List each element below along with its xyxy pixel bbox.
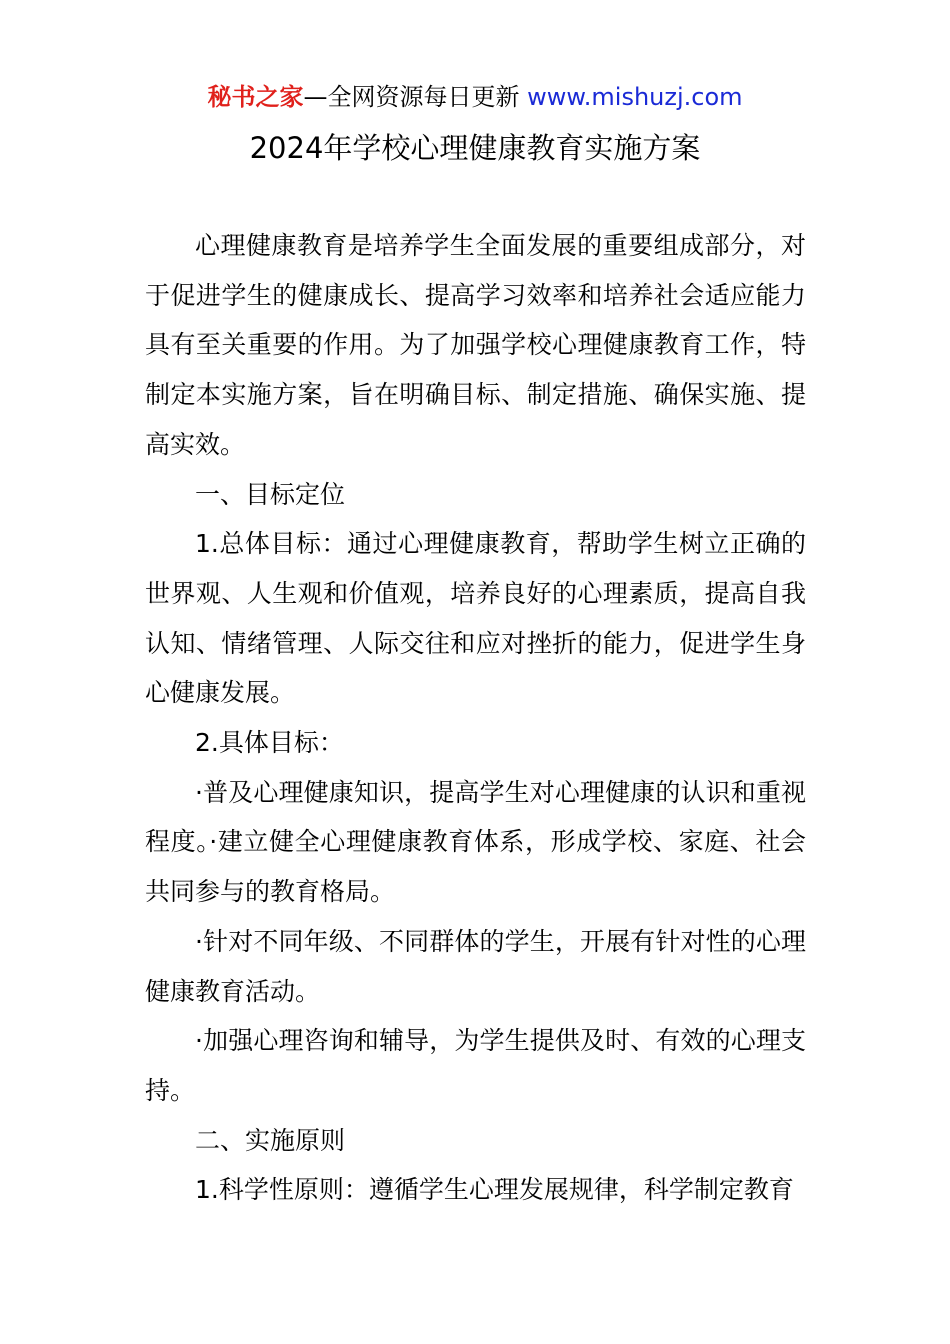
paragraph-bullet-knowledge: ·普及心理健康知识，提高学生对心理健康的认识和重视程度。·建立健全心理健康教育体系，形成学校、家庭、社会共同参与的教育格局。 [145,777,806,907]
site-header [0,80,950,114]
paragraph-bullet-counseling: ·加强心理咨询和辅导，为学生提供及时、有效的心理支持。 [145,1026,806,1105]
section-heading-goals: 一、目标定位 [195,479,346,509]
paragraph-bullet-targeted: ·针对不同年级、不同群体的学生，开展有针对性的心理健康教育活动。 [145,926,806,1006]
paragraph-specific-goals-heading: 2.具体目标： [195,728,344,758]
section-heading-principles: 二、实施原则 [195,1125,346,1155]
document-title: 2024年学校心理健康教育实施方案 [249,131,701,165]
site-url-link[interactable]: www.mishuzj.com [527,83,743,111]
paragraph-scientific-principle: 1.科学性原则：遵循学生心理发展规律，科学制定教育 [195,1175,794,1205]
document-body [145,221,806,1215]
header-slogan: —全网资源每日更新 [303,83,528,111]
brand-name: 秘书之家 [207,83,304,111]
paragraph-intro: 心理健康教育是培养学生全面发展的重要组成部分，对于促进学生的健康成长、提高学习效率和培养社会适应能力具有至关重要的作用。为了加强学校心理健康教育工作，特制定本实施方案，旨在明确目标、制定措施、确保实施、提高实效。 [145,231,806,459]
paragraph-overall-goal: 1.总体目标：通过心理健康教育，帮助学生树立正确的世界观、人生观和价值观，培养良好的心理素质，提高自我认知、情绪管理、人际交往和应对挫折的能力，促进学生身心健康发展。 [145,529,806,708]
